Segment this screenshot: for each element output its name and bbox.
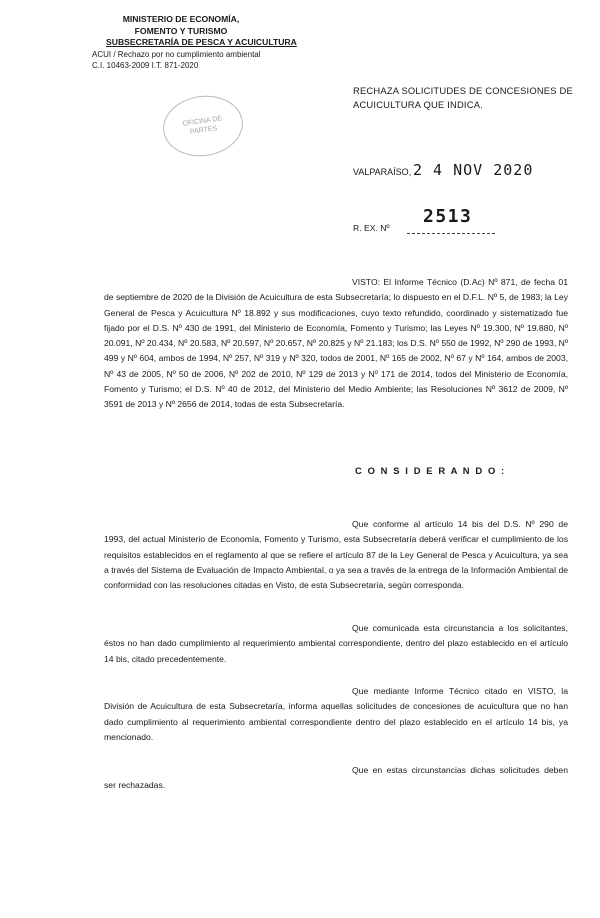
date-stamp: 2 4 NOV 2020 xyxy=(413,161,534,179)
considerando-4-body: solicitudes deben ser rechazadas. xyxy=(104,765,568,791)
considerando-3-body: VISTO, la División de Acuicultura de esta Subsecretaría, informa aquellas solicitudes de concesiones de acuicultura que no han dado cumplimiento al requerimiento ambiental correspondiente dentro del plazo establecido en el artículo 14 bis, ya mencionado. xyxy=(104,686,568,742)
resolution-underline xyxy=(407,233,495,234)
considerando-3-lead: Que mediante Informe Técnico citado en xyxy=(352,686,523,696)
resolution-number: 2513 xyxy=(423,206,473,227)
office-stamp xyxy=(159,91,247,162)
resolution-subject: RECHAZA SOLICITUDES DE CONCESIONES DE ACUICULTURA QUE INDICA. xyxy=(353,85,573,110)
considerando-1-body: Nº 290 de 1993, del actual Ministerio de Economía, Fomento y Turismo, esta Subsecretaría deberá verificar el cumplimiento de los requisitos establecidos en el reglamento al que se refiere el artículo 87 de la Ley General de Pesca y Acuicultura, ya sea a través del Sistema de Evaluación de Impacto Ambiental, o ya sea a través de la entrega de la Información Ambiental de conformidad con las resoluciones citadas en Visto, de esta Subsecretaría, según corresponda. xyxy=(104,519,568,591)
considerando-2-body: solicitantes, éstos no han dado cumplimiento al requerimiento ambiental correspondiente, dentro del plazo establecido en el artículo 14 bis, citado precedentemente. xyxy=(104,623,568,664)
visto-lead: VISTO: El Informe Técnico (D.Ac) Nº 871, de xyxy=(352,277,531,287)
date-city: VALPARAÍSO, xyxy=(353,167,412,177)
reference-line1: ACUI / Rechazo por no cumplimiento ambiental xyxy=(92,49,261,59)
considerando-4-lead: Que en estas circunstancias dichas xyxy=(352,765,496,775)
stamp-line2: PARTES xyxy=(189,125,218,136)
letterhead xyxy=(86,14,316,72)
visto-paragraph xyxy=(104,275,568,413)
considerando-2-lead: Que comunicada esta circunstancia a los xyxy=(352,623,519,633)
resolution-number-line xyxy=(353,206,593,236)
ministry-name-line2: FOMENTO Y TURISMO xyxy=(134,25,228,36)
visto-body: fecha 01 de septiembre de 2020 de la División de Acuicultura de esta Subsecretaría; lo dispuesto en el D.F.L. Nº 5, de 1983; la Ley General de Pesca y Acuicultura Nº 18.892 y sus modificaciones, cuyo texto refundido, coordinado y sistematizado fue fijado por el D.S. Nº 430 de 1991, del Ministerio de Economía, Fomento y Turismo; las Leyes Nº 19.300, Nº 19.880, Nº 20.091, Nº 20.434, Nº 20.583, Nº 20.597, Nº 20.657, Nº 20.825 y Nº 21.183; los D.S. Nº 550 de 1992, Nº 290 de 1993, Nº 499 y Nº 604, ambos de 1994, Nº 257, Nº 319 y Nº 320, todos de 2001, Nº 165 de 2002, Nº 67 y Nº 164, ambos de 2003, Nº 43 de 2005, Nº 50 de 2006, Nº 202 de 2010, Nº 129 de 2013 y Nº 171 de 2014, todos del Ministerio de Economía, Fomento y Turismo; el D.S. Nº 40 de 2012, del Ministerio del Medio Ambiente; las Resoluciones Nº 3612 de 2009, Nº 3591 de 2013 y Nº 2656 de 2014, todas de esta Subsecretaría. xyxy=(104,277,568,410)
considerando-1-lead: Que conforme al artículo 14 bis del D.S. xyxy=(352,519,521,529)
reference-line2: C.I. 10463-2009 I.T. 871-2020 xyxy=(92,61,199,71)
considerando-paragraph-4 xyxy=(104,763,568,794)
stamp-line1: OFICINA DE xyxy=(182,115,223,128)
date-line xyxy=(353,161,593,185)
considerando-paragraph-3 xyxy=(104,684,568,745)
considerando-paragraph-1 xyxy=(104,517,568,593)
considerando-paragraph-2 xyxy=(104,621,568,667)
resolution-label: R. EX. Nº xyxy=(353,223,390,233)
considerando-heading: C O N S I D E R A N D O : xyxy=(355,465,506,476)
ministry-name-line1: MINISTERIO DE ECONOMÍA, xyxy=(122,14,240,24)
subsecretaria-name: SUBSECRETARÍA DE PESCA Y ACUICULTURA xyxy=(106,37,297,48)
